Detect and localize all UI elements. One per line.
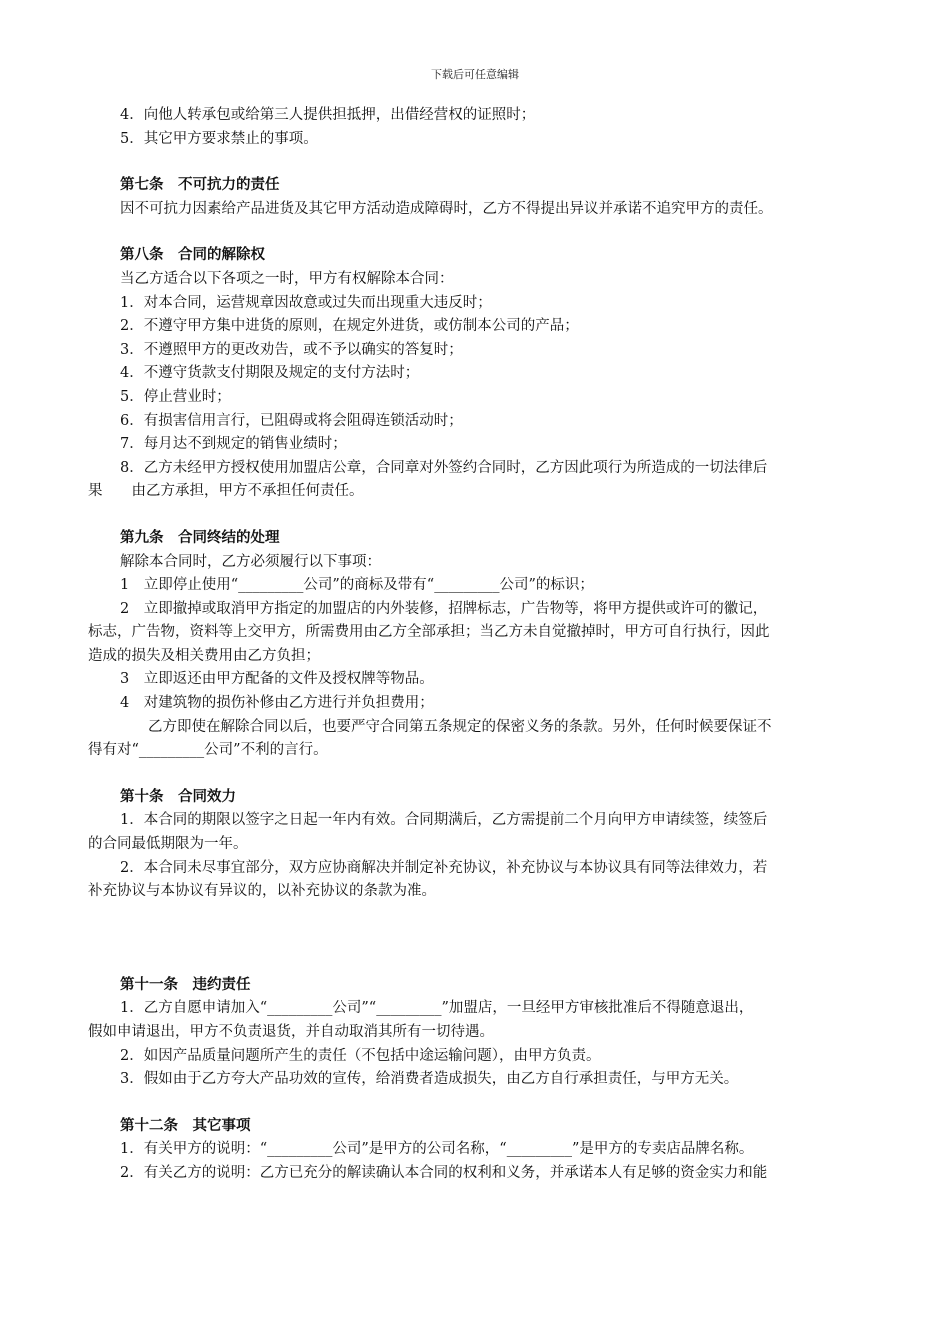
- article-9-item-2-cont: 标志，广告物，资料等上交甲方，所需费用由乙方全部承担；当乙方未自觉撤掉时，甲方可自行执行，因此: [88, 624, 770, 641]
- article-11-item-3: 3．假如由于乙方夸大产品功效的宣传，给消费者造成损失，由乙方自行承担责任，与甲方无关。: [120, 1071, 739, 1088]
- article-11-item-1-cont: 假如申请退出，甲方不负责退货，并自动取消其所有一切待遇。: [88, 1024, 494, 1040]
- article-8-item: 1．对本合同，运营规章因故意或过失而出现重大违反时；: [120, 294, 492, 311]
- article-9-title: 第九条 合同终结的处理: [120, 529, 280, 546]
- article-11-item-1: 1．乙方自愿申请加入“_________公司”“_________”加盟店，一旦经甲方审核批准后不得随意退出，: [120, 1000, 754, 1017]
- article-8-title: 第八条 合同的解除权: [120, 247, 265, 264]
- article-9-item-2-cont: 造成的损失及相关费用由乙方负担；: [88, 647, 320, 664]
- article-8-item: 3．不遵照甲方的更改劝告，或不予以确实的答复时；: [120, 341, 463, 358]
- article-8-item: 5．停止营业时；: [120, 388, 231, 405]
- article-8-item-cont: 果 由乙方承担，甲方不承担任何责任。: [88, 483, 364, 500]
- article-10-title: 第十条 合同效力: [120, 788, 236, 805]
- article-7-title: 第七条 不可抗力的责任: [120, 177, 280, 194]
- article-12-item-1: 1．有关甲方的说明：“_________公司”是甲方的公司名称，“_________”是甲方的专卖店品牌名称。: [120, 1141, 754, 1158]
- article-12-title: 第十二条 其它事项: [120, 1117, 251, 1134]
- article-8-item: 8．乙方未经甲方授权使用加盟店公章，合同章对外签约合同时，乙方因此项行为所造成的一切法律后: [120, 459, 768, 476]
- article-10-item-1: 1．本合同的期限以签字之日起一年内有效。合同期满后，乙方需提前二个月向甲方申请续签，续签后: [120, 812, 768, 829]
- article-8-item: 7．每月达不到规定的销售业绩时；: [120, 436, 347, 453]
- article-10-item-1-cont: 的合同最低期限为一年。: [88, 836, 248, 853]
- article-9-paragraph: 乙方即使在解除合同以后，也要严守合同第五条规定的保密义务的条款。另外，任何时候要保证不: [148, 718, 772, 735]
- article-11-item-2: 2．如因产品质量问题所产生的责任（不包括中途运输问题），由甲方负责。: [120, 1047, 601, 1064]
- article-8-item: 2．不遵守甲方集中进货的原则，在规定外进货，或仿制本公司的产品；: [120, 318, 579, 335]
- article-9-item-1: 1 立即停止使用“_________公司”的商标及带有“_________公司”的标识；: [120, 577, 594, 594]
- article-12-item-2: 2．有关乙方的说明：乙方已充分的解读确认本合同的权利和义务，并承诺本人有足够的资金实力和能: [120, 1164, 768, 1181]
- article-8-item: 4．不遵守货款支付期限及规定的支付方法时；: [120, 365, 420, 382]
- article-8-intro: 当乙方适合以下各项之一时，甲方有权解除本合同：: [120, 270, 454, 287]
- article-10-item-2-cont: 补充协议与本协议有异议的，以补充协议的条款为准。: [88, 883, 436, 900]
- article-9-item-3: 3 立即返还由甲方配备的文件及授权牌等物品。: [120, 671, 434, 688]
- article-8-item: 6．有损害信用言行，已阻碍或将会阻碍连锁活动时；: [120, 412, 463, 429]
- article-10-item-2: 2．本合同未尽事宜部分，双方应协商解决并制定补充协议，补充协议与本协议具有同等法律效力，若: [120, 859, 768, 876]
- article-9-intro: 解除本合同时，乙方必须履行以下事项：: [120, 553, 381, 570]
- intro-line-5: 5．其它甲方要求禁止的事项。: [120, 130, 318, 147]
- article-7-text: 因不可抗力因素给产品进货及其它甲方活动造成障碍时，乙方不得提出异议并承诺不追究甲方的责任。: [120, 200, 773, 217]
- article-11-title: 第十一条 违约责任: [120, 976, 251, 993]
- article-9-item-2: 2 立即撤掉或取消甲方指定的加盟店的内外装修，招牌标志，广告物等，将甲方提供或许可的徽记，: [120, 600, 768, 617]
- article-9-paragraph-cont: 得有对“_________公司”不利的言行。: [88, 742, 328, 759]
- contract-body: [88, 104, 878, 1186]
- article-9-item-4: 4 对建筑物的损伤补修由乙方进行并负担费用；: [120, 695, 434, 712]
- intro-line-4: 4．向他人转承包或给第三人提供担抵押，出借经营权的证照时；: [120, 107, 536, 123]
- page-header: 下载后可任意编辑: [431, 68, 519, 81]
